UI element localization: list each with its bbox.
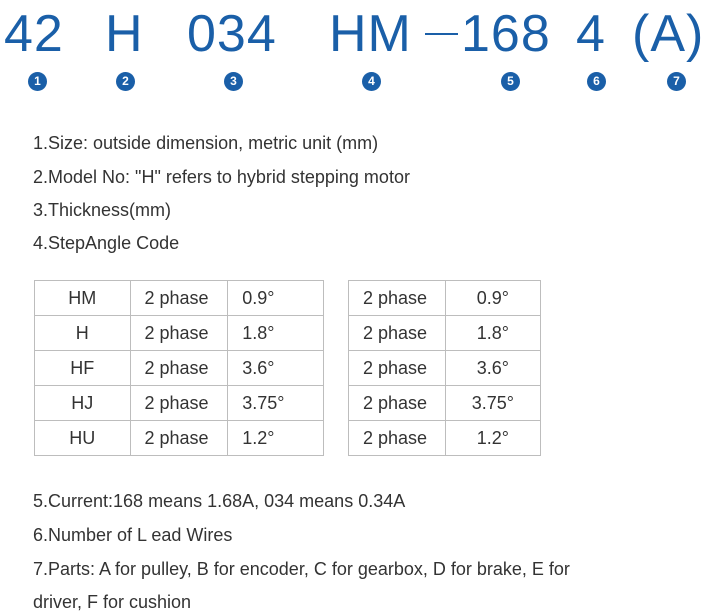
table-cell-phase: 2 phase bbox=[349, 316, 446, 351]
description-current: 5.Current:168 means 1.68A, 034 means 0.34A bbox=[33, 491, 406, 511]
table-cell-angle: 0.9° bbox=[445, 281, 540, 316]
description-size: 1.Size: outside dimension, metric unit (mm) bbox=[33, 133, 379, 153]
marker-4: 4 bbox=[362, 72, 381, 91]
description-model: 2.Model No: "H" refers to hybrid stepping motor bbox=[33, 167, 410, 187]
table-row bbox=[349, 316, 541, 351]
table-row bbox=[35, 281, 324, 316]
code-thickness: 034 bbox=[187, 5, 277, 63]
table-cell-code: HF bbox=[35, 351, 131, 386]
description-parts: 7.Parts: A for pulley, B for encoder, C for gearbox, D for brake, E for bbox=[33, 559, 570, 579]
code-size: 42 bbox=[4, 5, 64, 63]
table-cell-phase: 2 phase bbox=[130, 386, 228, 421]
table-cell-angle: 1.8° bbox=[445, 316, 540, 351]
table-cell-code: HJ bbox=[35, 386, 131, 421]
table-cell-phase: 2 phase bbox=[349, 281, 446, 316]
marker-7: 7 bbox=[667, 72, 686, 91]
table-cell-angle: 3.6° bbox=[445, 351, 540, 386]
code-dash bbox=[425, 33, 458, 35]
table-row bbox=[349, 421, 541, 456]
code-model: H bbox=[105, 5, 144, 63]
table-cell-angle: 0.9° bbox=[228, 281, 324, 316]
step-angle-table-right bbox=[348, 280, 541, 456]
table-cell-code: H bbox=[35, 316, 131, 351]
table-cell-code: HM bbox=[35, 281, 131, 316]
description-lead-wires: 6.Number of L ead Wires bbox=[33, 525, 233, 545]
table-row bbox=[349, 351, 541, 386]
marker-6: 6 bbox=[587, 72, 606, 91]
table-cell-phase: 2 phase bbox=[130, 316, 228, 351]
table-cell-phase: 2 phase bbox=[130, 351, 228, 386]
code-lead-wires: 4 bbox=[576, 5, 606, 63]
table-cell-angle: 3.6° bbox=[228, 351, 324, 386]
table-cell-angle: 3.75° bbox=[228, 386, 324, 421]
table-cell-angle: 1.8° bbox=[228, 316, 324, 351]
table-cell-angle: 1.2° bbox=[228, 421, 324, 456]
table-row bbox=[35, 421, 324, 456]
table-row bbox=[35, 316, 324, 351]
table-cell-phase: 2 phase bbox=[349, 351, 446, 386]
marker-3: 3 bbox=[224, 72, 243, 91]
table-row bbox=[35, 351, 324, 386]
table-cell-phase: 2 phase bbox=[349, 386, 446, 421]
code-step-angle: HM bbox=[329, 5, 412, 63]
description-step-angle: 4.StepAngle Code bbox=[33, 233, 180, 253]
description-parts-continued: driver, F for cushion bbox=[33, 592, 192, 612]
table-cell-angle: 1.2° bbox=[445, 421, 540, 456]
table-row bbox=[349, 386, 541, 421]
code-current: 168 bbox=[461, 5, 551, 63]
marker-2: 2 bbox=[116, 72, 135, 91]
marker-1: 1 bbox=[28, 72, 47, 91]
code-parts: (A) bbox=[632, 5, 705, 63]
description-thickness: 3.Thickness(mm) bbox=[33, 200, 172, 220]
table-cell-code: HU bbox=[35, 421, 131, 456]
table-cell-phase: 2 phase bbox=[130, 421, 228, 456]
table-cell-phase: 2 phase bbox=[130, 281, 228, 316]
step-angle-table-left bbox=[34, 280, 324, 456]
marker-5: 5 bbox=[501, 72, 520, 91]
table-cell-phase: 2 phase bbox=[349, 421, 446, 456]
table-row bbox=[35, 386, 324, 421]
table-row bbox=[349, 281, 541, 316]
table-cell-angle: 3.75° bbox=[445, 386, 540, 421]
